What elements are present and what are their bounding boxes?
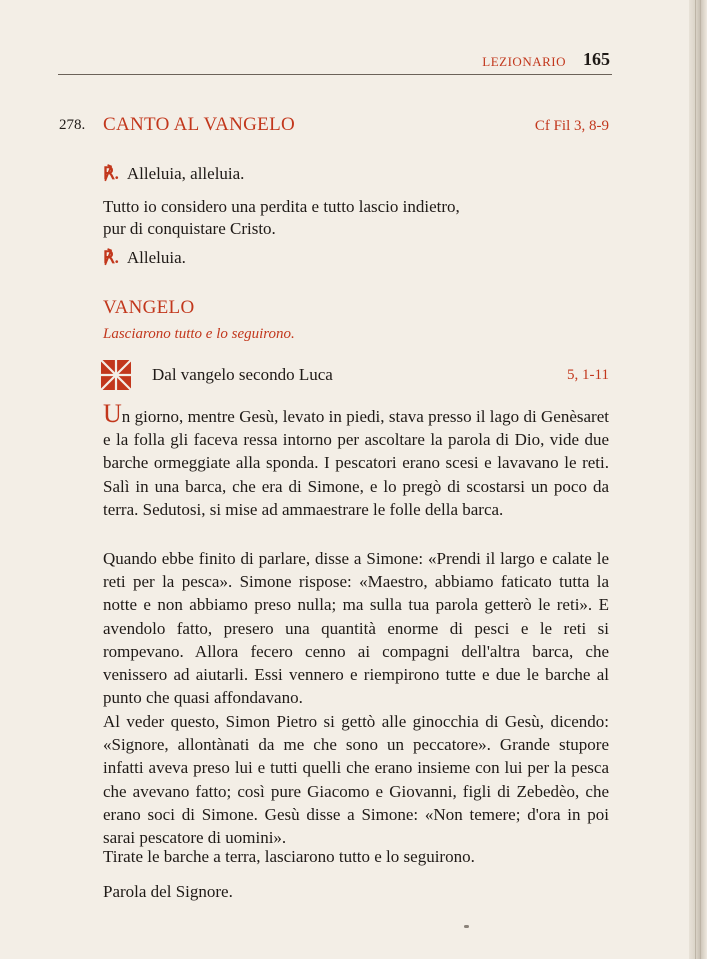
gospel-cross-icon <box>99 358 133 392</box>
paragraph-1-text: n giorno, mentre Gesù, levato in piedi, stava presso il lago di Genèsaret e la folla gli faceva ressa intorno per ascoltare la parola di Dio, vide due barche ormeggiate alla sponda. I pescatori erano scesi e lavavano le reti. Salì in una barca, che era di Simone, e lo pregò di scostarsi un poco da terra. Sedutosi, si mise ad ammaestrare le folle della barca. <box>103 407 609 519</box>
verse-line-1: Tutto io considero una perdita e tutto lascio indietro, <box>103 197 460 216</box>
vangelo-subtitle: Lasciarono tutto e lo seguirono. <box>103 326 295 342</box>
page-number: 165 <box>583 49 610 69</box>
response-symbol: ℟. <box>103 164 119 183</box>
response-symbol: ℟. <box>103 248 119 267</box>
canto-reference: Cf Fil 3, 8-9 <box>534 118 609 134</box>
print-speck <box>464 925 469 928</box>
gospel-paragraph-4: Tirate le barche a terra, lasciarono tutto e lo seguirono. <box>103 847 475 866</box>
canto-title: CANTO AL VANGELO <box>103 114 295 135</box>
acclamation-verse <box>103 196 583 240</box>
binding-line <box>700 0 701 959</box>
drop-cap: U <box>103 399 122 428</box>
book-binding <box>689 0 707 959</box>
reading-number: 278. <box>59 117 86 133</box>
response-2 <box>103 248 186 268</box>
running-head-section: LEZIONARIO <box>482 54 566 69</box>
vangelo-title: VANGELO <box>103 297 195 318</box>
gospel-reference: 5, 1-11 <box>567 367 609 383</box>
gospel-paragraph-3: Al veder questo, Simon Pietro si gettò alle ginocchia di Gesù, dicendo: «Signore, allontànati da me che sono un peccatore». Grande stupore infatti aveva preso lui e tutti quelli che erano insieme con lui per la pesca che avevano fatto; così pure Giacomo e Giovanni, figli di Zebedèo, che erano soci di Simone. Gesù disse a Simone: «Non temere; d'ora in poi sarai pescatore di uomini». <box>103 712 609 848</box>
gospel-source: Dal vangelo secondo Luca <box>152 365 333 384</box>
response-1-text: Alleluia, alleluia. <box>126 164 245 183</box>
verse-line-2: pur di conquistare Cristo. <box>103 219 276 238</box>
closing-formula: Parola del Signore. <box>103 882 233 901</box>
response-2-text: Alleluia. <box>126 248 186 267</box>
gospel-paragraph-1 <box>103 399 609 521</box>
binding-line <box>695 0 696 959</box>
response-1 <box>103 164 244 184</box>
gospel-paragraph-2: Quando ebbe finito di parlare, disse a Simone: «Prendi il largo e calate le reti per la pesca». Simone rispose: «Maestro, abbiamo faticato tutta la notte e non abbiamo preso nulla; ma sulla tua parola getterò le reti». E avendolo fatto, presero una quantità enorme di pesci e le reti si rompevano. Allora fecero cenno ai compagni dell'altra barca, che venissero ad aiutarli. Essi vennero e riempirono tutte e due le barche al punto che quasi affondavano. <box>103 549 609 708</box>
running-head <box>58 48 612 75</box>
